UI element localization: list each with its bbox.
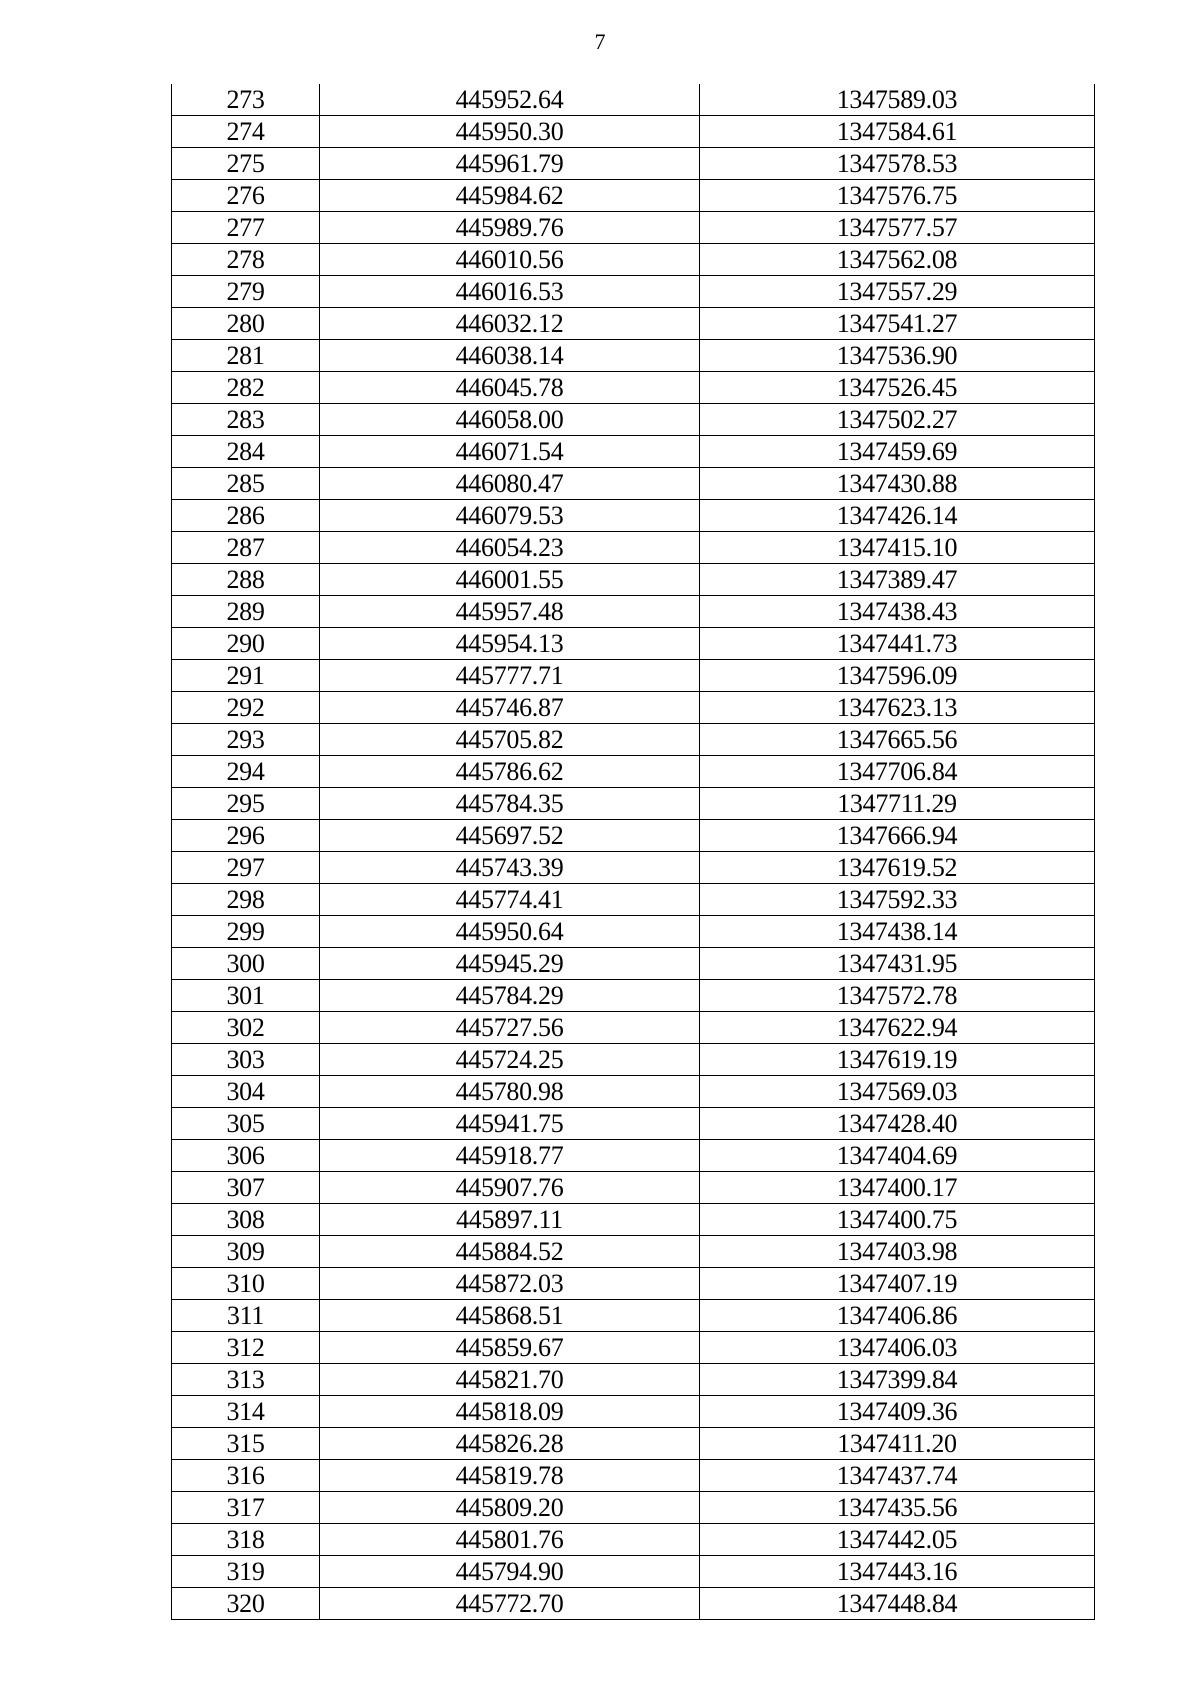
x-coordinate-cell: 445941.75	[320, 1108, 700, 1140]
table-row	[172, 1140, 1095, 1172]
point-number-cell: 310	[172, 1268, 320, 1300]
x-coordinate-cell: 445786.62	[320, 756, 700, 788]
point-number-cell: 297	[172, 852, 320, 884]
x-coordinate-cell: 445961.79	[320, 148, 700, 180]
y-coordinate-cell: 1347411.20	[700, 1428, 1095, 1460]
y-coordinate-cell: 1347430.88	[700, 468, 1095, 500]
point-number-cell: 307	[172, 1172, 320, 1204]
table-row	[172, 180, 1095, 212]
table-row	[172, 1012, 1095, 1044]
y-coordinate-cell: 1347569.03	[700, 1076, 1095, 1108]
table-row	[172, 148, 1095, 180]
y-coordinate-cell: 1347409.36	[700, 1396, 1095, 1428]
point-number-cell: 318	[172, 1524, 320, 1556]
point-number-cell: 306	[172, 1140, 320, 1172]
point-number-cell: 302	[172, 1012, 320, 1044]
point-number-cell: 275	[172, 148, 320, 180]
table-row	[172, 1556, 1095, 1588]
x-coordinate-cell: 446058.00	[320, 404, 700, 436]
x-coordinate-cell: 445989.76	[320, 212, 700, 244]
point-number-cell: 277	[172, 212, 320, 244]
point-number-cell: 296	[172, 820, 320, 852]
point-number-cell: 279	[172, 276, 320, 308]
x-coordinate-cell: 445950.64	[320, 916, 700, 948]
x-coordinate-cell: 445801.76	[320, 1524, 700, 1556]
point-number-cell: 303	[172, 1044, 320, 1076]
point-number-cell: 274	[172, 116, 320, 148]
table-row	[172, 1396, 1095, 1428]
table-row	[172, 1460, 1095, 1492]
y-coordinate-cell: 1347431.95	[700, 948, 1095, 980]
point-number-cell: 282	[172, 372, 320, 404]
x-coordinate-cell: 445818.09	[320, 1396, 700, 1428]
y-coordinate-cell: 1347536.90	[700, 340, 1095, 372]
x-coordinate-cell: 445821.70	[320, 1364, 700, 1396]
y-coordinate-cell: 1347407.19	[700, 1268, 1095, 1300]
point-number-cell: 319	[172, 1556, 320, 1588]
x-coordinate-cell: 446054.23	[320, 532, 700, 564]
table-row	[172, 788, 1095, 820]
y-coordinate-cell: 1347459.69	[700, 436, 1095, 468]
point-number-cell: 295	[172, 788, 320, 820]
y-coordinate-cell: 1347404.69	[700, 1140, 1095, 1172]
page-number: 7	[594, 29, 606, 54]
point-number-cell: 300	[172, 948, 320, 980]
x-coordinate-cell: 446032.12	[320, 308, 700, 340]
x-coordinate-cell: 445826.28	[320, 1428, 700, 1460]
table-row	[172, 1300, 1095, 1332]
point-number-cell: 298	[172, 884, 320, 916]
point-number-cell: 320	[172, 1588, 320, 1620]
table-row	[172, 596, 1095, 628]
x-coordinate-cell: 445784.35	[320, 788, 700, 820]
x-coordinate-cell: 446038.14	[320, 340, 700, 372]
point-number-cell: 286	[172, 500, 320, 532]
point-number-cell: 304	[172, 1076, 320, 1108]
y-coordinate-cell: 1347435.56	[700, 1492, 1095, 1524]
x-coordinate-cell: 445727.56	[320, 1012, 700, 1044]
y-coordinate-cell: 1347584.61	[700, 116, 1095, 148]
x-coordinate-cell: 445897.11	[320, 1204, 700, 1236]
point-number-cell: 290	[172, 628, 320, 660]
y-coordinate-cell: 1347441.73	[700, 628, 1095, 660]
point-number-cell: 283	[172, 404, 320, 436]
x-coordinate-cell: 445954.13	[320, 628, 700, 660]
table-row	[172, 756, 1095, 788]
x-coordinate-cell: 445950.30	[320, 116, 700, 148]
y-coordinate-cell: 1347619.52	[700, 852, 1095, 884]
x-coordinate-cell: 445907.76	[320, 1172, 700, 1204]
x-coordinate-cell: 446010.56	[320, 244, 700, 276]
x-coordinate-cell: 445984.62	[320, 180, 700, 212]
y-coordinate-cell: 1347596.09	[700, 660, 1095, 692]
point-number-cell: 305	[172, 1108, 320, 1140]
x-coordinate-cell: 445884.52	[320, 1236, 700, 1268]
y-coordinate-cell: 1347578.53	[700, 148, 1095, 180]
point-number-cell: 294	[172, 756, 320, 788]
x-coordinate-cell: 446001.55	[320, 564, 700, 596]
y-coordinate-cell: 1347406.86	[700, 1300, 1095, 1332]
point-number-cell: 280	[172, 308, 320, 340]
x-coordinate-cell: 445952.64	[320, 84, 700, 116]
table-row	[172, 276, 1095, 308]
x-coordinate-cell: 445772.70	[320, 1588, 700, 1620]
x-coordinate-cell: 445697.52	[320, 820, 700, 852]
table-row	[172, 1172, 1095, 1204]
x-coordinate-cell: 445859.67	[320, 1332, 700, 1364]
table-row	[172, 564, 1095, 596]
y-coordinate-cell: 1347622.94	[700, 1012, 1095, 1044]
y-coordinate-cell: 1347426.14	[700, 500, 1095, 532]
table-row	[172, 84, 1095, 116]
y-coordinate-cell: 1347577.57	[700, 212, 1095, 244]
table-row	[172, 500, 1095, 532]
table-row	[172, 468, 1095, 500]
table-row	[172, 404, 1095, 436]
x-coordinate-cell: 445809.20	[320, 1492, 700, 1524]
table-row	[172, 532, 1095, 564]
y-coordinate-cell: 1347443.16	[700, 1556, 1095, 1588]
y-coordinate-cell: 1347406.03	[700, 1332, 1095, 1364]
table-row	[172, 212, 1095, 244]
y-coordinate-cell: 1347438.14	[700, 916, 1095, 948]
x-coordinate-cell: 445918.77	[320, 1140, 700, 1172]
table-row	[172, 884, 1095, 916]
y-coordinate-cell: 1347557.29	[700, 276, 1095, 308]
table-row	[172, 1108, 1095, 1140]
y-coordinate-cell: 1347526.45	[700, 372, 1095, 404]
y-coordinate-cell: 1347562.08	[700, 244, 1095, 276]
table-row	[172, 948, 1095, 980]
coordinates-table	[171, 84, 1095, 1620]
y-coordinate-cell: 1347706.84	[700, 756, 1095, 788]
table-row	[172, 980, 1095, 1012]
coordinates-table-body	[172, 84, 1095, 1620]
y-coordinate-cell: 1347389.47	[700, 564, 1095, 596]
y-coordinate-cell: 1347399.84	[700, 1364, 1095, 1396]
table-row	[172, 1332, 1095, 1364]
table-row	[172, 1268, 1095, 1300]
y-coordinate-cell: 1347502.27	[700, 404, 1095, 436]
point-number-cell: 316	[172, 1460, 320, 1492]
table-row	[172, 724, 1095, 756]
point-number-cell: 308	[172, 1204, 320, 1236]
point-number-cell: 278	[172, 244, 320, 276]
x-coordinate-cell: 445957.48	[320, 596, 700, 628]
x-coordinate-cell: 446080.47	[320, 468, 700, 500]
y-coordinate-cell: 1347448.84	[700, 1588, 1095, 1620]
point-number-cell: 288	[172, 564, 320, 596]
table-row	[172, 436, 1095, 468]
table-row	[172, 692, 1095, 724]
y-coordinate-cell: 1347428.40	[700, 1108, 1095, 1140]
point-number-cell: 289	[172, 596, 320, 628]
table-row	[172, 116, 1095, 148]
x-coordinate-cell: 445705.82	[320, 724, 700, 756]
x-coordinate-cell: 445945.29	[320, 948, 700, 980]
y-coordinate-cell: 1347541.27	[700, 308, 1095, 340]
x-coordinate-cell: 446016.53	[320, 276, 700, 308]
point-number-cell: 276	[172, 180, 320, 212]
x-coordinate-cell: 445794.90	[320, 1556, 700, 1588]
x-coordinate-cell: 445743.39	[320, 852, 700, 884]
table-row	[172, 1364, 1095, 1396]
point-number-cell: 291	[172, 660, 320, 692]
y-coordinate-cell: 1347623.13	[700, 692, 1095, 724]
y-coordinate-cell: 1347576.75	[700, 180, 1095, 212]
point-number-cell: 273	[172, 84, 320, 116]
table-row	[172, 1204, 1095, 1236]
point-number-cell: 284	[172, 436, 320, 468]
table-row	[172, 340, 1095, 372]
x-coordinate-cell: 445784.29	[320, 980, 700, 1012]
point-number-cell: 311	[172, 1300, 320, 1332]
table-row	[172, 820, 1095, 852]
y-coordinate-cell: 1347400.17	[700, 1172, 1095, 1204]
point-number-cell: 315	[172, 1428, 320, 1460]
y-coordinate-cell: 1347592.33	[700, 884, 1095, 916]
y-coordinate-cell: 1347619.19	[700, 1044, 1095, 1076]
y-coordinate-cell: 1347711.29	[700, 788, 1095, 820]
x-coordinate-cell: 445774.41	[320, 884, 700, 916]
table-row	[172, 1524, 1095, 1556]
point-number-cell: 301	[172, 980, 320, 1012]
point-number-cell: 293	[172, 724, 320, 756]
y-coordinate-cell: 1347403.98	[700, 1236, 1095, 1268]
x-coordinate-cell: 445868.51	[320, 1300, 700, 1332]
x-coordinate-cell: 446045.78	[320, 372, 700, 404]
table-row	[172, 1236, 1095, 1268]
y-coordinate-cell: 1347665.56	[700, 724, 1095, 756]
point-number-cell: 317	[172, 1492, 320, 1524]
table-row	[172, 372, 1095, 404]
point-number-cell: 292	[172, 692, 320, 724]
x-coordinate-cell: 445777.71	[320, 660, 700, 692]
y-coordinate-cell: 1347442.05	[700, 1524, 1095, 1556]
y-coordinate-cell: 1347572.78	[700, 980, 1095, 1012]
y-coordinate-cell: 1347666.94	[700, 820, 1095, 852]
point-number-cell: 281	[172, 340, 320, 372]
y-coordinate-cell: 1347589.03	[700, 84, 1095, 116]
table-row	[172, 1588, 1095, 1620]
x-coordinate-cell: 446079.53	[320, 500, 700, 532]
table-row	[172, 852, 1095, 884]
x-coordinate-cell: 446071.54	[320, 436, 700, 468]
point-number-cell: 309	[172, 1236, 320, 1268]
point-number-cell: 287	[172, 532, 320, 564]
y-coordinate-cell: 1347415.10	[700, 532, 1095, 564]
table-row	[172, 660, 1095, 692]
x-coordinate-cell: 445746.87	[320, 692, 700, 724]
table-row	[172, 1076, 1095, 1108]
y-coordinate-cell: 1347437.74	[700, 1460, 1095, 1492]
point-number-cell: 299	[172, 916, 320, 948]
y-coordinate-cell: 1347400.75	[700, 1204, 1095, 1236]
x-coordinate-cell: 445819.78	[320, 1460, 700, 1492]
x-coordinate-cell: 445872.03	[320, 1268, 700, 1300]
table-row	[172, 1492, 1095, 1524]
point-number-cell: 285	[172, 468, 320, 500]
x-coordinate-cell: 445780.98	[320, 1076, 700, 1108]
table-row	[172, 916, 1095, 948]
table-row	[172, 628, 1095, 660]
y-coordinate-cell: 1347438.43	[700, 596, 1095, 628]
table-row	[172, 244, 1095, 276]
point-number-cell: 314	[172, 1396, 320, 1428]
table-row	[172, 1428, 1095, 1460]
point-number-cell: 312	[172, 1332, 320, 1364]
x-coordinate-cell: 445724.25	[320, 1044, 700, 1076]
table-row	[172, 308, 1095, 340]
table-row	[172, 1044, 1095, 1076]
point-number-cell: 313	[172, 1364, 320, 1396]
